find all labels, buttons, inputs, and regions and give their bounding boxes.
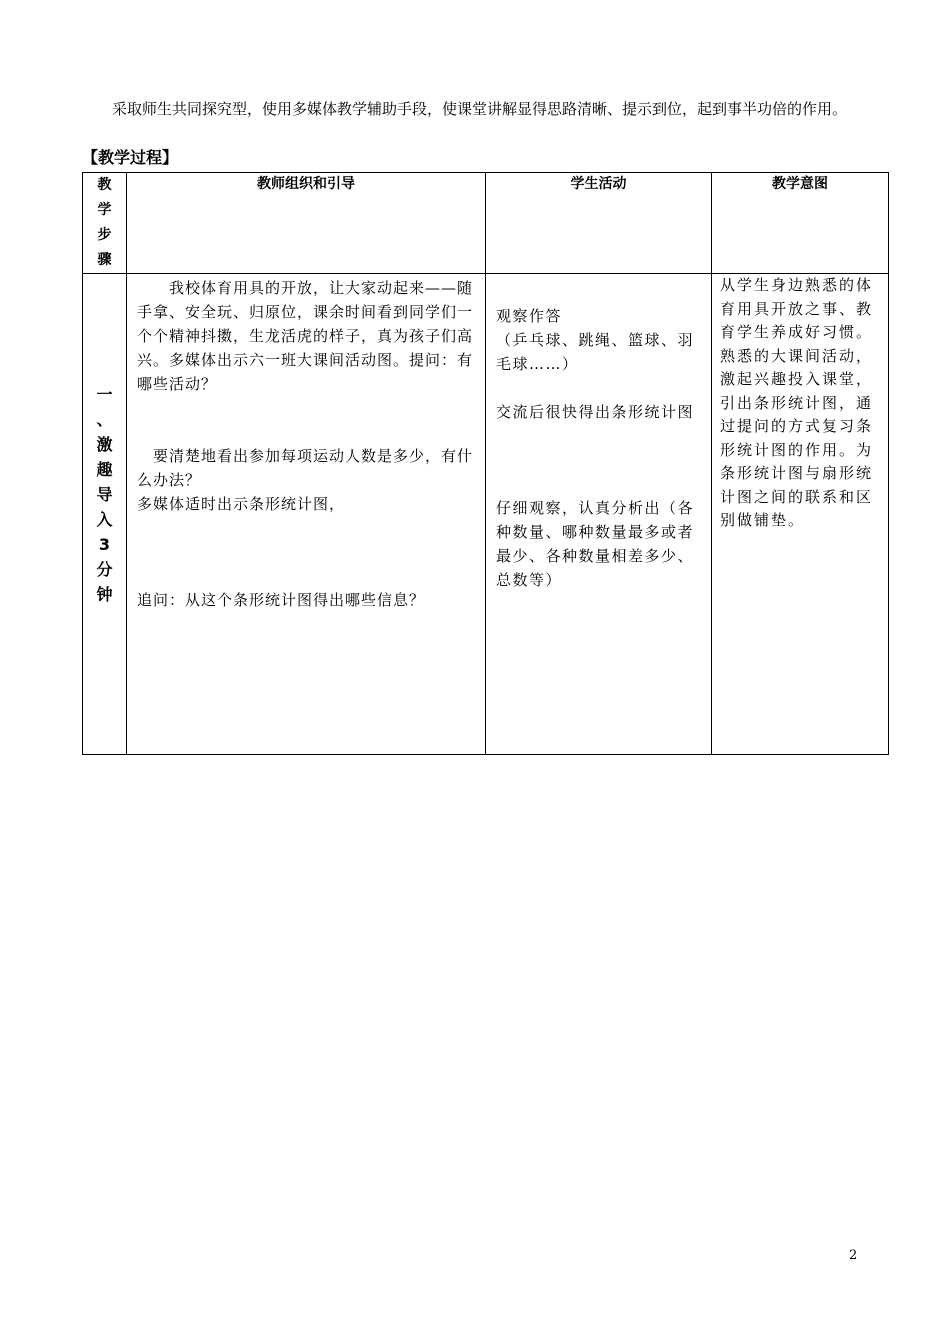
table-header-row bbox=[83, 173, 889, 274]
teacher-cell bbox=[127, 274, 486, 755]
header-step-char: 骤 bbox=[97, 252, 112, 268]
step-char: 激 bbox=[96, 435, 113, 454]
header-teacher: 教师组织和引导 bbox=[127, 173, 486, 274]
student-paragraph: （乒乓球、跳绳、篮球、羽毛球……） bbox=[496, 331, 695, 373]
step-char: 入 bbox=[96, 510, 113, 529]
intro-paragraph bbox=[82, 97, 882, 121]
step-char: 、 bbox=[96, 410, 113, 429]
step-char: 一 bbox=[96, 385, 113, 404]
step-char: 3 bbox=[98, 535, 111, 554]
intro-text: 采取师生共同探究型，使用多媒体教学辅助手段，使课堂讲解显得思路清晰、提示到位，起到事半功倍的作用。 bbox=[112, 100, 848, 118]
student-paragraph: 交流后很快得出条形统计图 bbox=[496, 403, 695, 421]
teaching-process-table bbox=[82, 172, 889, 755]
teacher-paragraph: 追问：从这个条形统计图得出哪些信息？ bbox=[137, 591, 426, 609]
header-intent: 教学意图 bbox=[712, 173, 889, 274]
page-number: 2 bbox=[849, 1248, 858, 1263]
header-step bbox=[83, 173, 127, 274]
header-step-char: 学 bbox=[97, 202, 112, 218]
header-student: 学生活动 bbox=[486, 173, 712, 274]
intent-paragraph: 从学生身边熟悉的体育用具开放之事、教育学生养成好习惯。熟悉的大课间活动，激起兴趣投入课堂，引出条形统计图，通过提问的方式复习条形统计图的作用。为条形统计图与扇形统计图之间的联系和区别做铺垫。 bbox=[720, 276, 874, 529]
student-paragraph: 仔细观察，认真分析出（各种数量、哪种数量最多或者最少、各种数量相差多少、总数等） bbox=[496, 499, 695, 589]
step-char: 趣 bbox=[96, 460, 113, 479]
student-cell bbox=[486, 274, 712, 755]
table-row bbox=[83, 274, 889, 755]
student-paragraph: 观察作答 bbox=[496, 307, 563, 325]
intent-cell bbox=[712, 274, 889, 755]
step-char: 导 bbox=[96, 485, 113, 504]
teacher-paragraph: 多媒体适时出示条形统计图， bbox=[137, 495, 346, 513]
step-char: 钟 bbox=[96, 585, 113, 604]
section-title: 【教学过程】 bbox=[82, 148, 179, 167]
header-step-char: 教 bbox=[97, 177, 112, 193]
step-cell bbox=[83, 274, 127, 755]
teacher-paragraph: 要清楚地看出参加每项运动人数是多少，有什么办法？ bbox=[137, 447, 474, 489]
teacher-paragraph: 我校体育用具的开放，让大家动起来——随手拿、安全玩、归原位，课余时间看到同学们一个个精神抖擞，生龙活虎的样子，真为孩子们高兴。多媒体出示六一班大课间活动图。提问：有哪些活动？ bbox=[137, 279, 474, 393]
header-step-char: 步 bbox=[97, 227, 112, 243]
step-char: 分 bbox=[96, 560, 113, 579]
